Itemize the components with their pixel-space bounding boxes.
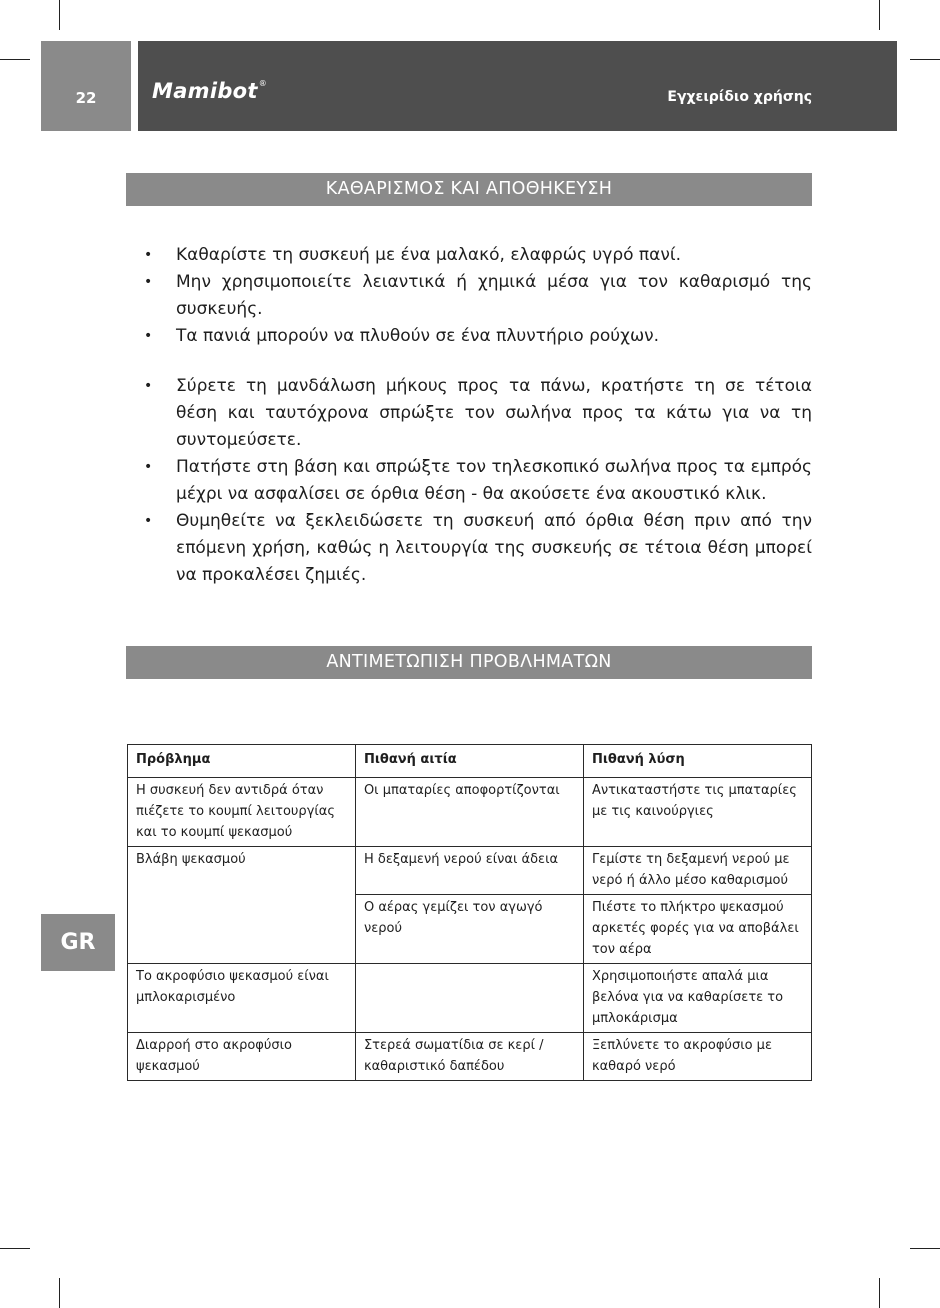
language-tab: GR	[41, 914, 115, 971]
column-header-cause: Πιθανή αιτία	[355, 745, 583, 778]
crop-mark	[59, 1278, 60, 1308]
crop-mark	[910, 1248, 940, 1249]
section-title-cleaning: ΚΑΘΑΡΙΣΜΟΣ ΚΑΙ ΑΠΟΘΗΚΕΥΣΗ	[126, 173, 812, 206]
table-row	[128, 964, 812, 1033]
list-item: • Μην χρησιμοποιείτε λειαντικά ή χημικά μέσα για τον καθαρισμό της συσκευής.	[144, 272, 812, 319]
crop-mark	[879, 1278, 880, 1308]
problem-cell: Διαρροή στο ακροφύσιο ψεκασμού	[128, 1033, 356, 1081]
table-row	[128, 1033, 812, 1081]
crop-mark	[879, 0, 880, 30]
crop-mark	[0, 1248, 30, 1249]
list-item: • Καθαρίστε τη συσκευή με ένα μαλακό, ελαφρώς υγρό πανί.	[144, 245, 682, 265]
page-number: 22	[75, 89, 97, 107]
problem-cell: Η συσκευή δεν αντιδρά όταν πιέζετε το κουμπί λειτουργίας και το κουμπί ψεκασμού	[128, 778, 356, 847]
crop-mark	[59, 0, 60, 30]
manual-title: Εγχειρίδιο χρήσης	[667, 89, 812, 105]
header-bar	[138, 41, 897, 131]
page-number-box	[41, 41, 131, 131]
troubleshooting-table	[127, 744, 812, 1081]
problem-cell: Βλάβη ψεκασμού	[128, 847, 356, 964]
solution-cell: Πιέστε το πλήκτρο ψεκασμού αρκετές φορές για να αποβάλει τον αέρα	[583, 895, 811, 964]
solution-cell: Χρησιμοποιήστε απαλά μια βελόνα για να καθαρίσετε το μπλοκάρισμα	[583, 964, 811, 1033]
cause-cell: Οι μπαταρίες αποφορτίζονται	[355, 778, 583, 847]
solution-cell: Αντικαταστήστε τις μπαταρίες με τις καινούργιες	[583, 778, 811, 847]
table-row	[128, 778, 812, 847]
brand-logo: Mamibot®	[152, 79, 268, 103]
cause-cell: Στερεά σωματίδια σε κερί / καθαριστικό δαπέδου	[355, 1033, 583, 1081]
column-header-solution: Πιθανή λύση	[583, 745, 811, 778]
cause-cell: Η δεξαμενή νερού είναι άδεια	[355, 847, 583, 895]
solution-cell: Ξεπλύνετε το ακροφύσιο με καθαρό νερό	[583, 1033, 811, 1081]
list-item: • Πατήστε στη βάση και σπρώξτε τον τηλεσκοπικό σωλήνα προς τα εμπρός μέχρι να ασφαλίσει σε όρθια θέση - θα ακούσετε ένα ακουστικό κλικ.	[144, 457, 812, 504]
crop-mark	[910, 59, 940, 60]
column-header-problem: Πρόβλημα	[128, 745, 356, 778]
cleaning-list-1	[126, 242, 812, 350]
problem-cell: Το ακροφύσιο ψεκασμού είναι μπλοκαρισμένο	[128, 964, 356, 1033]
cleaning-list-2	[126, 373, 812, 589]
section-title-troubleshooting: ΑΝΤΙΜΕΤΩΠΙΣΗ ΠΡΟΒΛΗΜΑΤΩΝ	[126, 646, 812, 679]
list-item: • Σύρετε τη μανδάλωση μήκους προς τα πάνω, κρατήστε τη σε τέτοια θέση και ταυτόχρονα σπρώξτε τον σωλήνα προς τα κάτω για να τη συντομεύσετε.	[144, 376, 812, 450]
cause-cell: Ο αέρας γεμίζει τον αγωγό νερού	[355, 895, 583, 964]
crop-mark	[0, 59, 30, 60]
table-row	[128, 847, 812, 895]
solution-cell: Γεμίστε τη δεξαμενή νερού με νερό ή άλλο μέσο καθαρισμού	[583, 847, 811, 895]
table-header-row	[128, 745, 812, 778]
list-item: • Θυμηθείτε να ξεκλειδώσετε τη συσκευή από όρθια θέση πριν από την επόμενη χρήση, καθώς η λειτουργία της συσκευής σε τέτοια θέση μπορεί να προκαλέσει ζημιές.	[144, 511, 812, 585]
cause-cell	[355, 964, 583, 1033]
list-item: • Τα πανιά μπορούν να πλυθούν σε ένα πλυντήριο ρούχων.	[144, 326, 660, 346]
